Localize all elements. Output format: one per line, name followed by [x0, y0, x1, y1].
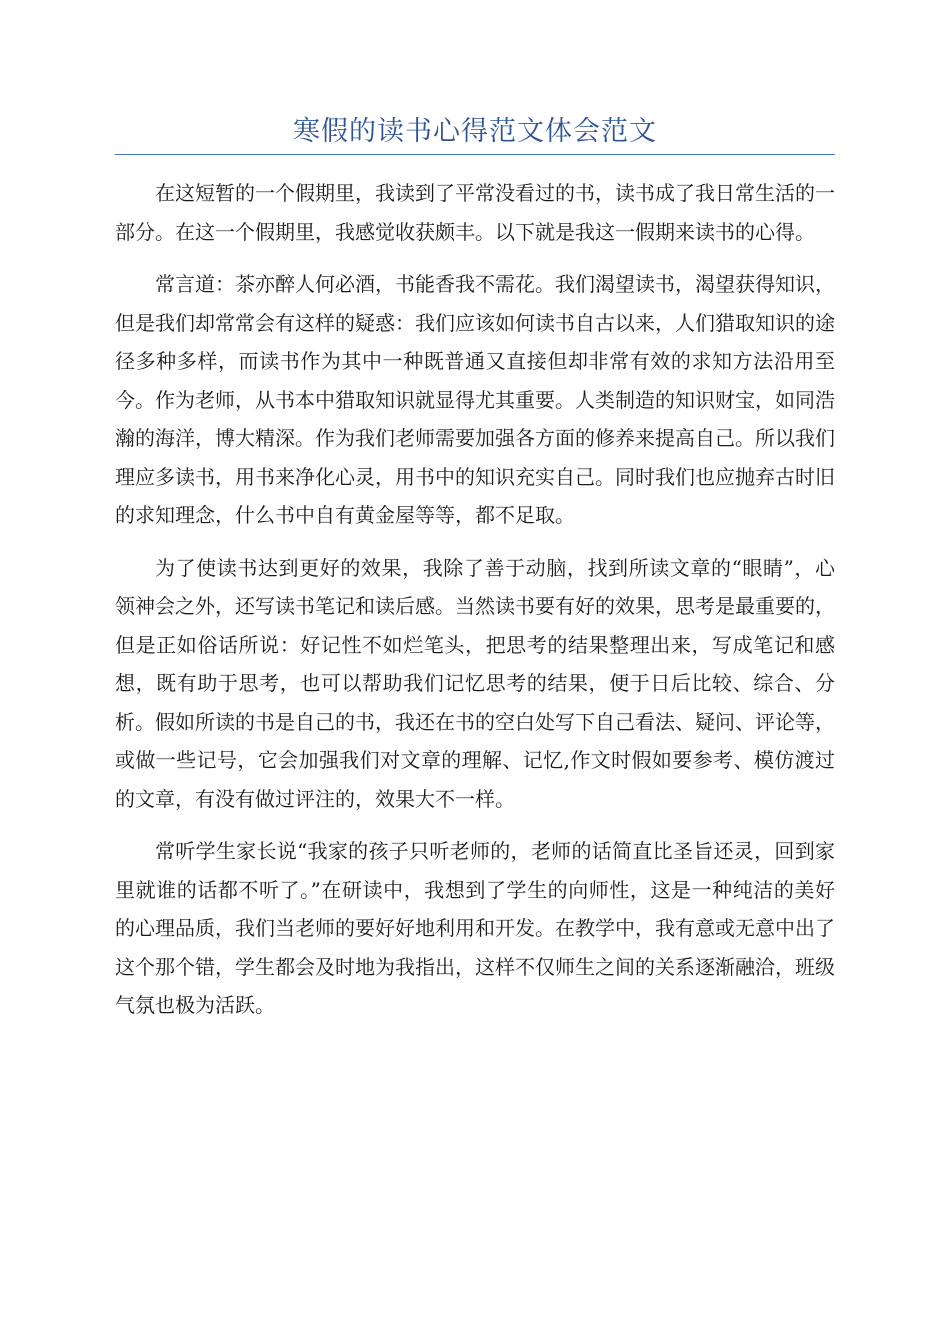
paragraph: 在这短暂的一个假期里，我读到了平常没看过的书，读书成了我日常生活的一部分。在这一个假期里，我感觉收获颇丰。以下就是我这一假期来读书的心得。 — [115, 181, 835, 244]
paragraph: 常言道：茶亦醉人何必酒，书能香我不需花。我们渴望读书，渴望获得知识，但是我们却常常会有这样的疑惑：我们应该如何读书自古以来，人们猎取知识的途径多种多样，而读书作为其中一种既普通又直接但却非常有效的求知方法沿用至今。作为老师，从书本中猎取知识就显得尤其重要。人类制造的知识财宝，如同浩瀚的海洋，博大精深。作为我们老师需要加强各方面的修养来提高自己。所以我们理应多读书，用书来净化心灵，用书中的知识充实自己。同时我们也应抛弃古时旧的求知理念，什么书中自有黄金屋等等，都不足取。 — [115, 272, 835, 527]
document-body — [115, 174, 835, 1039]
paragraph: 常听学生家长说“我家的孩子只听老师的，老师的话简直比圣旨还灵，回到家里就谁的话都不听了。”在研读中，我想到了学生的向师性，这是一种纯洁的美好的心理品质，我们当老师的要好好地利用和开发。在教学中，我有意或无意中出了这个那个错，学生都会及时地为我指出，这样不仅师生之间的关系逐渐融洽，班级气氛也极为活跃。 — [115, 839, 835, 1017]
title-underline — [115, 154, 835, 155]
document-title: 寒假的读书心得范文体会范文 — [293, 116, 657, 147]
paragraph: 为了使读书达到更好的效果，我除了善于动脑，找到所读文章的“眼睛”，心领神会之外，还写读书笔记和读后感。当然读书要有好的效果，思考是最重要的，但是正如俗话所说：好记性不如烂笔头，把思考的结果整理出来，写成笔记和感想，既有助于思考，也可以帮助我们记忆思考的结果，便于日后比较、综合、分析。假如所读的书是自己的书，我还在书的空白处写下自己看法、疑问、评论等，或做一些记号，它会加强我们对文章的理解、记忆,作文时假如要参考、模仿渡过的文章，有没有做过评注的，效果大不一样。 — [115, 555, 835, 811]
